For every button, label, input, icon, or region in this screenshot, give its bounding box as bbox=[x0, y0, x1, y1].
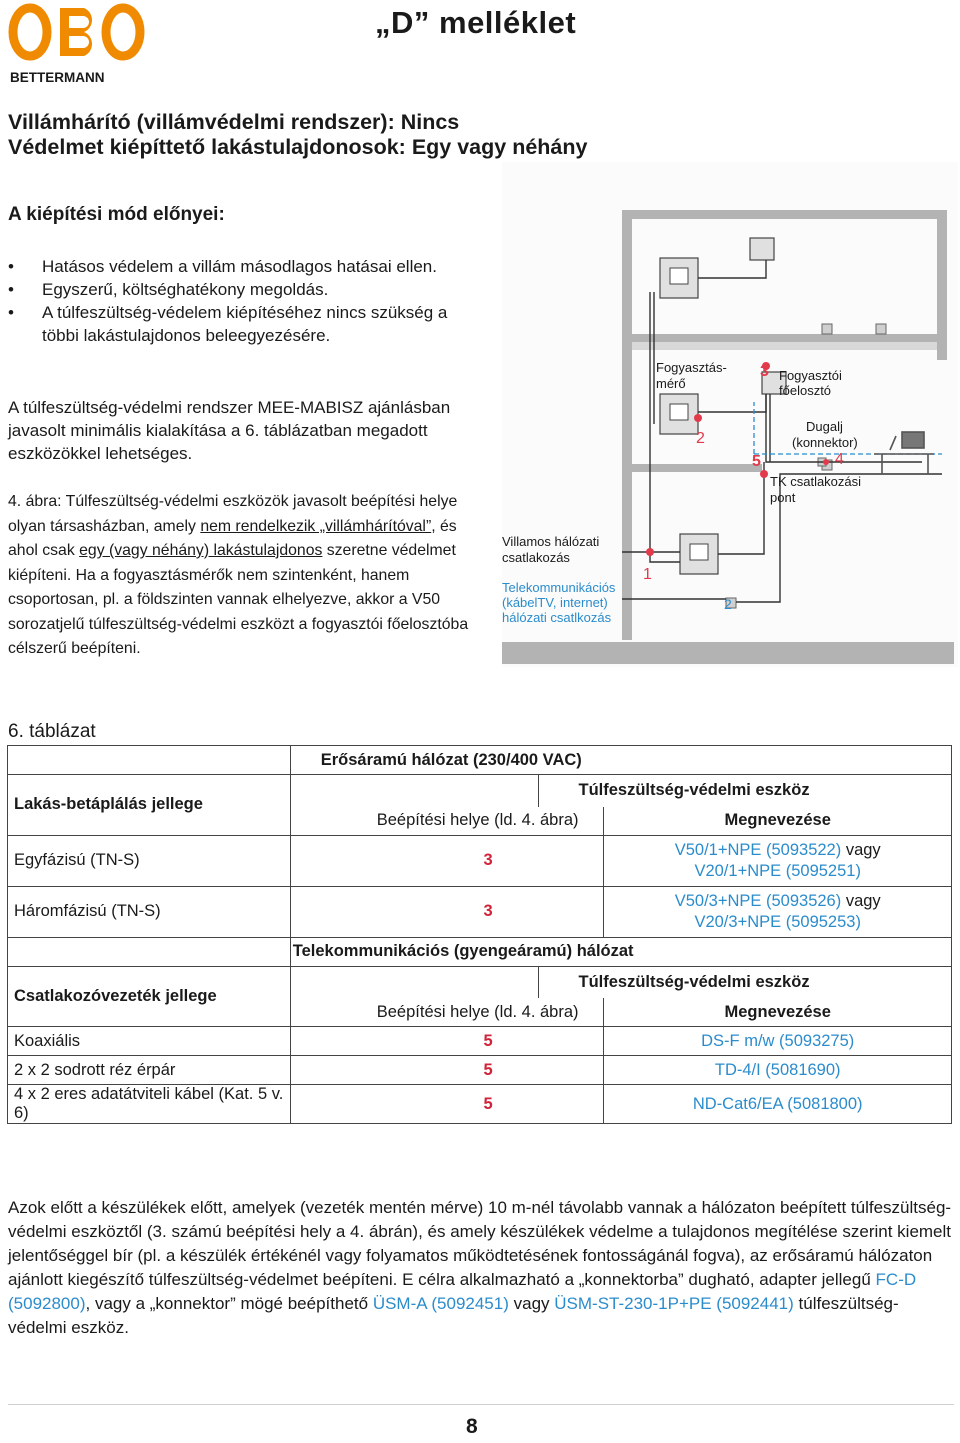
power-col-name: Megnevezése bbox=[604, 807, 952, 836]
advantages-heading: A kiépítési mód előnyei: bbox=[8, 204, 225, 225]
table-cell: DS-F m/w (5093275) bbox=[604, 1027, 952, 1056]
advantages-list bbox=[8, 255, 478, 347]
label-tel-1: Telekommunikációs bbox=[502, 580, 616, 595]
table-cell: ND-Cat6/EA (5081800) bbox=[604, 1085, 952, 1124]
table-cell: Egyfázisú (TN-S) bbox=[8, 835, 291, 886]
table-cell: 5 bbox=[290, 1085, 604, 1124]
or-text: vagy bbox=[845, 840, 881, 859]
product-link-usm-a[interactable]: ÜSM-A (5092451) bbox=[372, 1294, 509, 1313]
table-row bbox=[8, 1085, 952, 1124]
product-link-fc-d[interactable]: FC-D (5092800) bbox=[8, 1270, 917, 1313]
device-name-b: V20/3+NPE (5095253) bbox=[694, 912, 861, 931]
para3-text-a: Azok előtt a készülékek előtt, amelyek (vezeték mentén mérve) 10 m-nél távolabb vannak a hálózaton beépített túlfeszültség-védelmi eszköztől (3. számú beépítési hely a 4. ábrán), és amely készülékek védelme a tulajdonos megítélése szerint kiemelt jelentőséggel bír (pl. a készülék értékénél vagy folyamatos működtetésének fontosságánál fogva), az erősáramú hálózaton ajánlott kiegészítő túlfeszültség-védelmet beépíteni. E célra alkalmazható a „konnektorba” dugható, adapter jellegű bbox=[8, 1198, 952, 1289]
page-title: „D” melléklet bbox=[375, 5, 577, 40]
header-line-1: Villámhárító (villámvédelmi rendszer): Nincs bbox=[8, 110, 460, 134]
caption-text-c: szeretne védelmet kiépíteni. Ha a fogyasztásmérők nem szintenként, hanem csoportosan, pl. a földszinten vannak elhelyezve, akkor a V50 sorozatjelű túlfeszültség-védelmi eszközt a fogyasztói főelosztóba célszerű beépíteni. bbox=[8, 542, 469, 657]
caption-text-a: 4. ábra: Túlfeszültség-védelmi eszközök javasolt beépítési helye olyan társasházban, amely bbox=[8, 493, 458, 535]
label-power-2: csatlakozás bbox=[502, 550, 570, 565]
table-cell: 2 x 2 sodrott réz érpár bbox=[8, 1056, 291, 1085]
protection-table bbox=[7, 745, 952, 1124]
label-meter-2: mérő bbox=[656, 376, 686, 391]
page-number: 8 bbox=[466, 1415, 478, 1438]
table-row bbox=[8, 1027, 952, 1056]
closing-paragraph bbox=[8, 1196, 954, 1340]
power-table-title: Erősáramú hálózat (230/400 VAC) bbox=[290, 746, 951, 775]
label-meter-1: Fogyasztás- bbox=[656, 360, 727, 375]
point-1-label: 1 bbox=[643, 566, 652, 583]
table-row bbox=[8, 835, 952, 886]
table-cell: 4 x 2 eres adatátviteli kábel (Kat. 5 v. 6) bbox=[8, 1085, 291, 1124]
label-tk-1: TK csatlakozási bbox=[770, 474, 862, 489]
point-2-label: 2 bbox=[696, 430, 705, 447]
para3-text-c: vagy bbox=[508, 1294, 555, 1313]
table-row bbox=[8, 966, 952, 998]
tel-col-name: Megnevezése bbox=[604, 998, 952, 1027]
power-col1-header: Lakás-betáplálás jellege bbox=[8, 775, 291, 836]
footer-divider bbox=[8, 1404, 954, 1405]
table-caption: 6. táblázat bbox=[8, 721, 96, 742]
label-power-1: Villamos hálózati bbox=[502, 534, 600, 549]
label-tk-2: pont bbox=[770, 490, 796, 505]
label-main-2: főelosztó bbox=[779, 383, 832, 398]
obo-bettermann-logo bbox=[8, 2, 146, 86]
table-cell: Háromfázisú (TN-S) bbox=[8, 886, 291, 937]
tel-device-header: Túlfeszültség-védelmi eszköz bbox=[538, 966, 952, 998]
intro-paragraph: A túlfeszültség-védelmi rendszer MEE-MABISZ ajánlásban javasolt minimális kialakítása a 6. táblázatban megadott eszközökkel lehetséges. bbox=[8, 398, 451, 463]
table-row bbox=[8, 746, 952, 775]
para3-text-d: túlfeszültség-védelmi eszköz. bbox=[8, 1294, 899, 1337]
caption-underline-1: nem rendelkezik „villámhárítóval” bbox=[200, 517, 432, 535]
table-cell: 3 bbox=[290, 886, 604, 937]
point-5-label: 5 bbox=[752, 453, 761, 470]
label-tel-3: hálózati csatlkozás bbox=[502, 610, 612, 625]
table-row bbox=[8, 937, 952, 966]
label-tel-2: (kábelTV, internet) bbox=[502, 595, 608, 610]
label-socket-2: (konnektor) bbox=[792, 435, 858, 450]
table-cell: Koaxiális bbox=[8, 1027, 291, 1056]
label-socket-1: Dugalj bbox=[806, 419, 843, 434]
or-text: vagy bbox=[845, 891, 881, 910]
tel-table-title: Telekommunikációs (gyengeáramú) hálózat bbox=[290, 937, 951, 966]
table-row bbox=[8, 1056, 952, 1085]
tel-col-place: Beépítési helye (ld. 4. ábra) bbox=[290, 998, 604, 1027]
table-cell: TD-4/I (5081690) bbox=[604, 1056, 952, 1085]
list-item: • Hatásos védelem a villám másodlagos hatásai ellen. bbox=[8, 255, 478, 278]
table-cell bbox=[290, 775, 538, 807]
para3-text-b: , vagy a „konnektor” mögé beépíthető bbox=[85, 1294, 373, 1313]
point-4-label: 4 bbox=[835, 451, 844, 468]
device-name-a: V50/1+NPE (5093522) bbox=[674, 840, 842, 859]
product-link-usm-st[interactable]: ÜSM-ST-230-1P+PE (5092441) bbox=[554, 1294, 794, 1313]
table-cell: 3 bbox=[290, 835, 604, 886]
table-cell bbox=[8, 746, 291, 775]
table-row bbox=[8, 775, 952, 807]
figure-caption bbox=[8, 490, 476, 662]
device-name-b: V20/1+NPE (5095251) bbox=[694, 861, 861, 880]
label-main-1: Fogyasztói bbox=[779, 368, 842, 383]
power-col-place: Beépítési helye (ld. 4. ábra) bbox=[290, 807, 604, 836]
device-name-a: V50/3+NPE (5093526) bbox=[674, 891, 842, 910]
caption-text-b: , és ahol csak bbox=[8, 517, 457, 559]
caption-underline-2: egy (vagy néhány) lakástulajdonos bbox=[79, 542, 323, 559]
table-cell bbox=[8, 937, 291, 966]
point-3-label: 3 bbox=[760, 363, 769, 380]
table-cell: 5 bbox=[290, 1027, 604, 1056]
brand-sub-text: BETTERMANN bbox=[10, 70, 105, 85]
header-block bbox=[8, 110, 587, 160]
building-diagram bbox=[502, 162, 958, 667]
table-cell bbox=[290, 966, 538, 998]
tel-col1-header: Csatlakozóvezeték jellege bbox=[8, 966, 291, 1027]
table-cell: 5 bbox=[290, 1056, 604, 1085]
table-row bbox=[8, 886, 952, 937]
table-cell bbox=[604, 835, 952, 886]
list-item: • Egyszerű, költséghatékony megoldás. bbox=[8, 278, 478, 301]
table-cell bbox=[604, 886, 952, 937]
point-2b-label: 2 bbox=[724, 596, 732, 612]
header-line-2: Védelmet kiépíttető lakástulajdonosok: Egy vagy néhány bbox=[8, 135, 588, 159]
list-item: • A túlfeszültség-védelem kiépítéséhez nincs szükség a többi lakástulajdonos beleegyezésére. bbox=[8, 301, 478, 347]
power-device-header: Túlfeszültség-védelmi eszköz bbox=[538, 775, 952, 807]
